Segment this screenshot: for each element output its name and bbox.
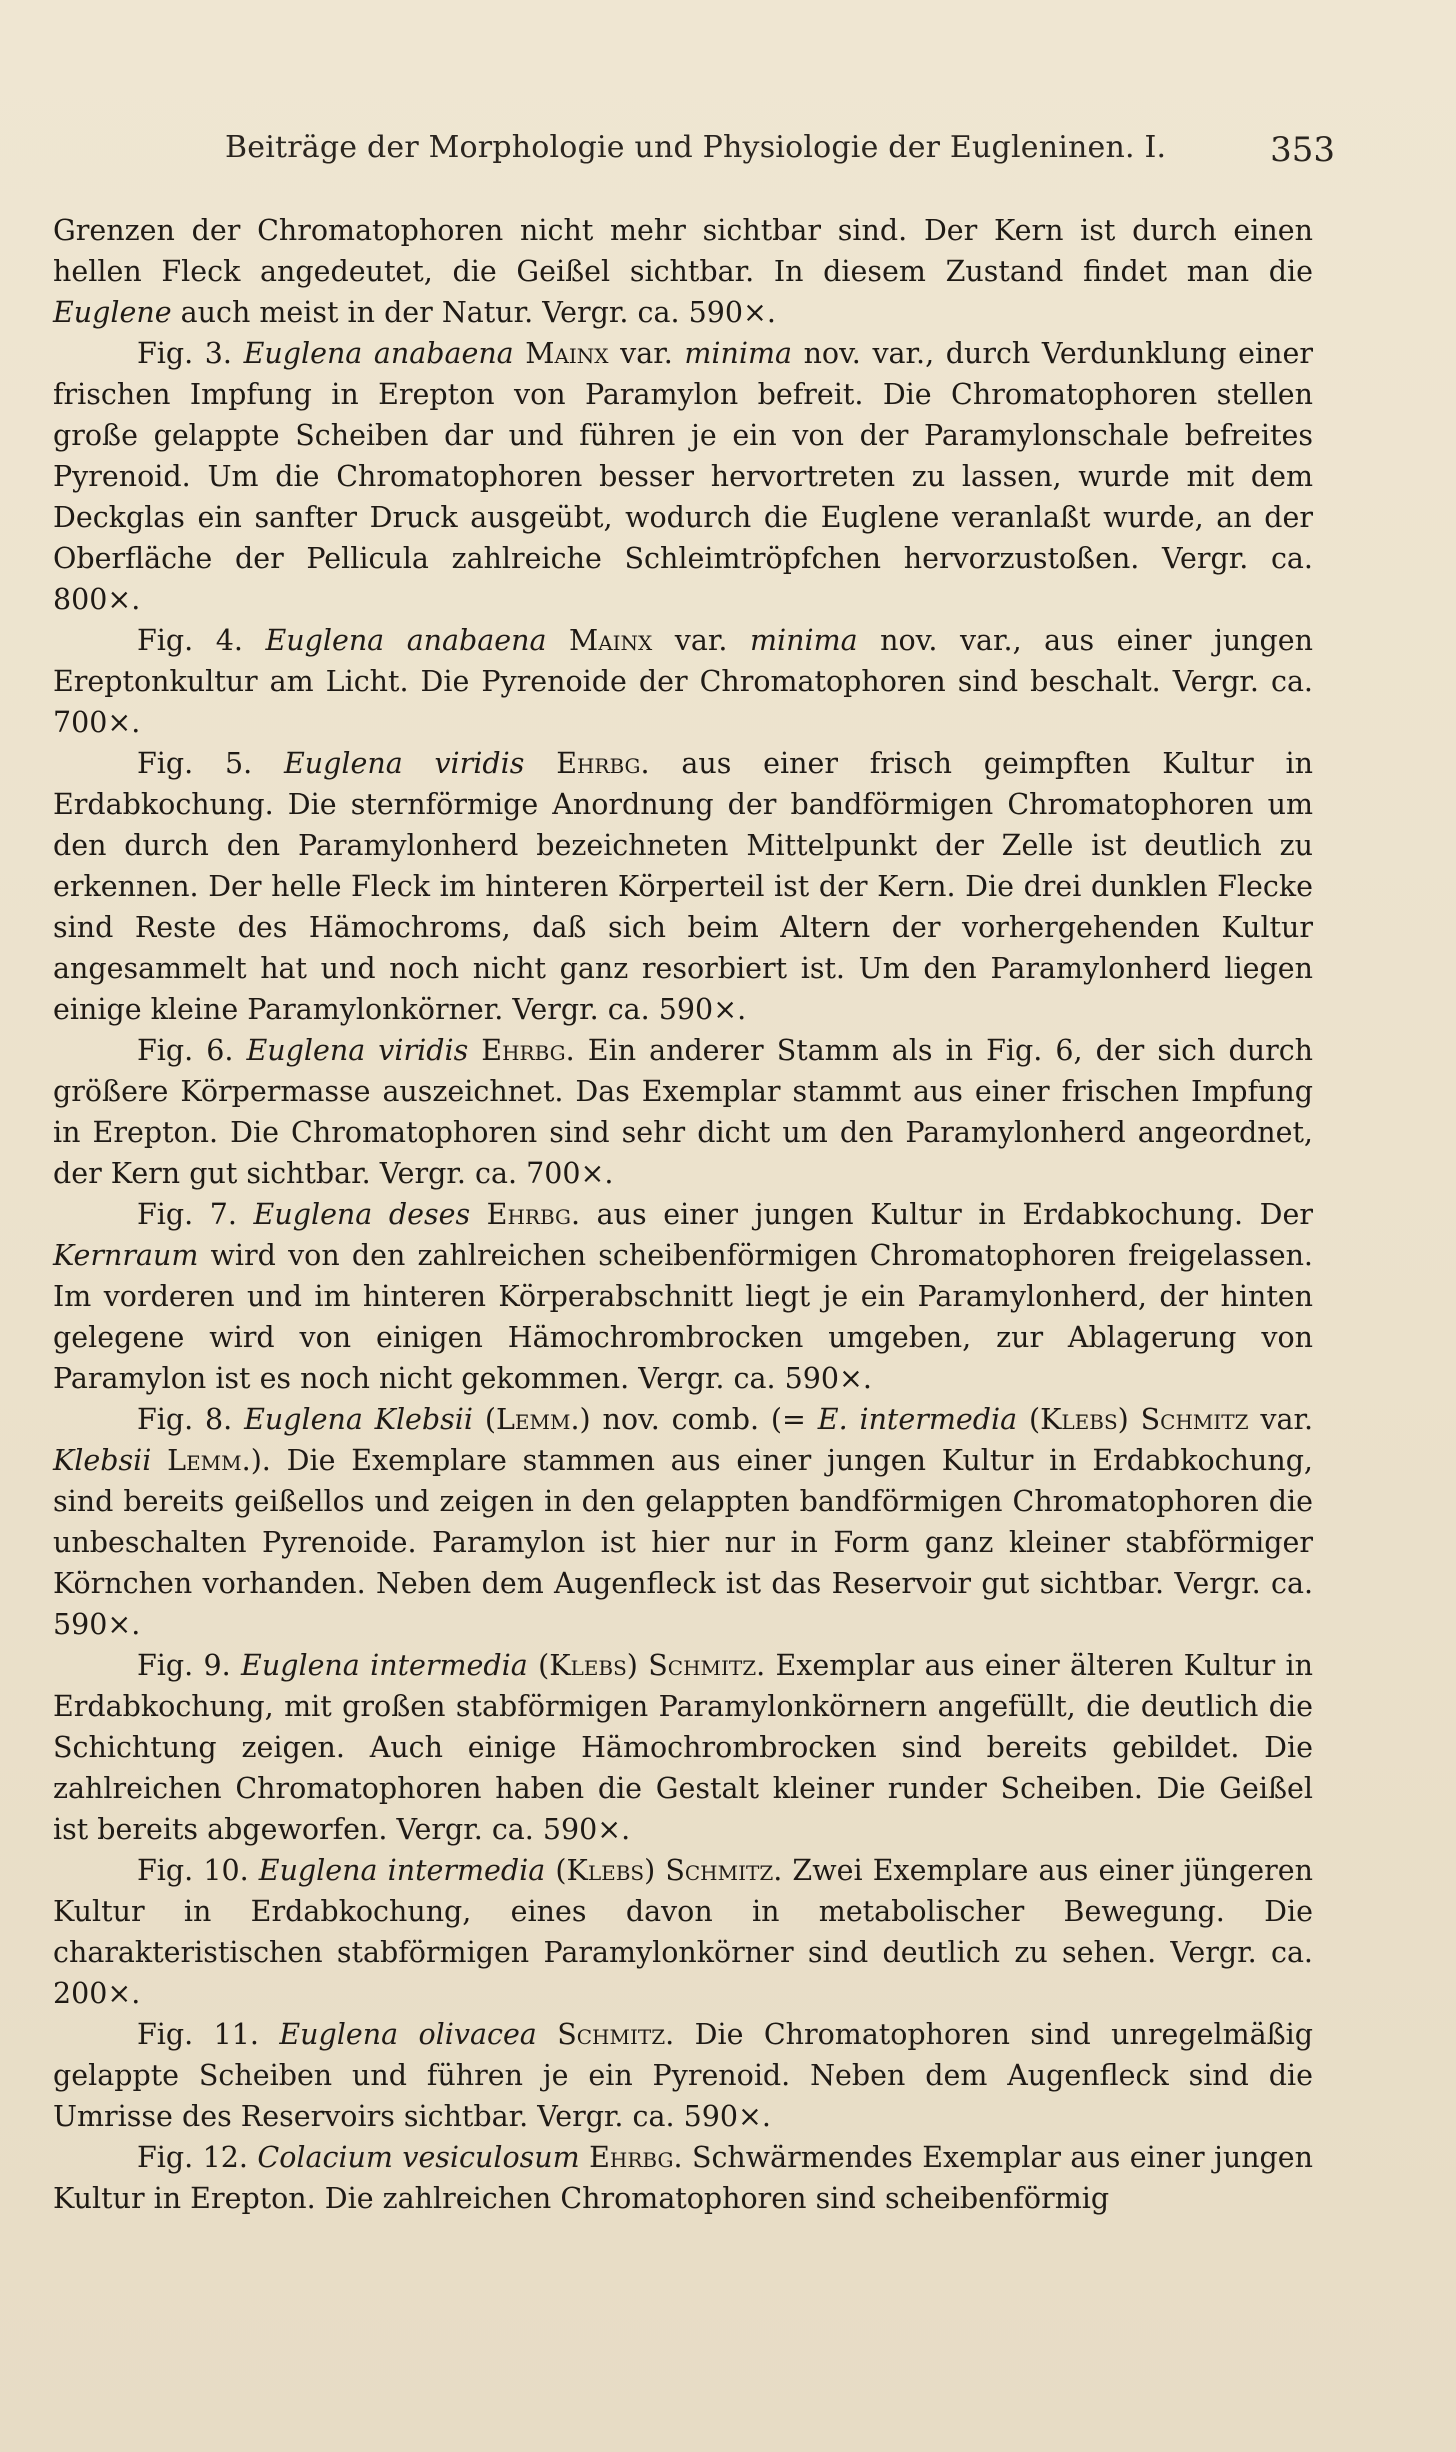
species-name: Colacium vesiculosum bbox=[257, 2141, 580, 2174]
running-header bbox=[225, 130, 1335, 180]
text-run: Exemplar aus einer älteren Kultur in Erdabkochung, mit großen stabförmigen Paramylonkörnern angefüllt, die deutlich die Schichtung zeigen. Auch einige Hämochrombrocken sind bereits gebildet. Die zahlreichen Chromatophoren haben die Gestalt kleiner runder Scheiben. Die Geißel ist bereits abgeworfen. Vergr. ca. bbox=[53, 1649, 1313, 1846]
magnification: 590×. bbox=[53, 1608, 141, 1641]
figure-label: Fig. 3. bbox=[137, 337, 232, 370]
authority: Mainx bbox=[569, 624, 653, 657]
figure-caption-12 bbox=[53, 2137, 1313, 2219]
figure-label: Fig. 7. bbox=[137, 1198, 237, 1231]
figure-caption-7 bbox=[53, 1194, 1313, 1399]
authority: Schmitz. bbox=[665, 1854, 783, 1887]
italic-term: Kernraum bbox=[53, 1239, 199, 1272]
italic-term: Euglene bbox=[53, 296, 172, 329]
magnification: 590×. bbox=[784, 1362, 872, 1395]
paragraph-continuation bbox=[53, 210, 1313, 333]
magnification: 590×. bbox=[688, 296, 776, 329]
magnification: 700×. bbox=[53, 706, 141, 739]
variety-name: Klebsii bbox=[53, 1444, 152, 1477]
variety-name: minima bbox=[684, 337, 792, 370]
text-run: ) bbox=[644, 1854, 666, 1887]
text-run: ( bbox=[1017, 1403, 1041, 1436]
text-run: Schwärmendes Exemplar aus einer jungen Kultur in Erepton. Die zahlreichen Chromatophoren sind scheibenförmig bbox=[53, 2141, 1314, 2215]
text-run: var. bbox=[652, 624, 750, 657]
authority: Ehrbg. bbox=[481, 1034, 575, 1067]
text-run: nov. var., durch Verdunklung einer frischen Impfung in Erepton von Paramylon befreit. Die Chromatophoren stellen große gelappte Scheiben dar und führen je ein von der Paramylonschale befreites Pyrenoid. Um die Chromatophoren besser hervortreten zu lassen, wurde mit dem Deckglas ein sanfter Druck ausgeübt, wodurch die Euglene veranlaßt wurde, an der Oberfläche der Pellicula zahlreiche Schleimtröpfchen hervorzustoßen. Vergr. ca. bbox=[53, 337, 1314, 575]
species-name: E. intermedia bbox=[817, 1403, 1018, 1436]
running-title: Beiträge der Morphologie und Physiologie der Eugleninen. I. bbox=[225, 130, 1167, 165]
figure-caption-6 bbox=[53, 1030, 1313, 1194]
figure-caption-4 bbox=[53, 620, 1313, 743]
authority: Schmitz bbox=[1140, 1403, 1249, 1436]
text-run: Zwei Exemplare aus einer jüngeren Kultur in Erdabkochung, eines davon in metabolischer Bewegung. Die charakteristischen stabförmigen Paramylonkörner sind deutlich zu sehen. Vergr. ca. bbox=[53, 1854, 1314, 1969]
figure-caption-5 bbox=[53, 743, 1313, 1030]
authority: Ehrbg. bbox=[589, 2141, 683, 2174]
text-run: aus einer jungen Kultur in Erdabkochung. Der bbox=[580, 1198, 1313, 1231]
species-name: Euglena viridis bbox=[283, 747, 525, 780]
authority: Lemm. bbox=[496, 1403, 580, 1436]
text-run bbox=[151, 1444, 167, 1477]
figure-label: Fig. 6. bbox=[137, 1034, 234, 1067]
text-run: ) bbox=[1117, 1403, 1141, 1436]
magnification: 590×. bbox=[542, 1813, 631, 1846]
figure-label: Fig. 4. bbox=[137, 624, 243, 657]
figure-caption-8 bbox=[53, 1399, 1313, 1645]
variety-name: minima bbox=[749, 624, 858, 657]
species-name: Euglena intermedia bbox=[241, 1649, 528, 1682]
authority: Ehrbg. bbox=[486, 1198, 581, 1231]
magnification: 800×. bbox=[53, 583, 141, 616]
body-text bbox=[53, 210, 1313, 2219]
text-run: ) bbox=[626, 1649, 649, 1682]
text-run: Die Chromatophoren sind unregelmäßig gelappte Scheiben und führen je ein Pyrenoid. Neben dem Augenfleck sind die Umrisse des Reservoirs sichtbar. Vergr. ca. bbox=[53, 2018, 1314, 2133]
authority: Schmitz. bbox=[557, 2018, 675, 2051]
text-run: auch meist in der Natur. Vergr. ca. bbox=[171, 296, 689, 329]
page-number: 353 bbox=[1270, 130, 1335, 170]
text-run: Ein anderer Stamm als in Fig. 6, der sich durch größere Körpermasse auszeichnet. Das Exemplar stammt aus einer frischen Impfung in Erepton. Die Chromatophoren sind sehr dicht um den Paramylonherd angeordnet, der Kern gut sichtbar. Vergr. ca. bbox=[53, 1034, 1314, 1190]
species-name: Euglena intermedia bbox=[258, 1854, 546, 1887]
text-run: var. bbox=[608, 337, 685, 370]
magnification: 200×. bbox=[53, 1977, 141, 2010]
authority: Lemm. bbox=[167, 1444, 251, 1477]
figure-caption-9 bbox=[53, 1645, 1313, 1850]
text-run: ( bbox=[545, 1854, 567, 1887]
text-run: ( bbox=[473, 1403, 496, 1436]
authority: Klebs bbox=[566, 1854, 645, 1887]
text-run: aus einer frisch geimpften Kultur in Erdabkochung. Die sternförmige Anordnung der bandförmigen Chromatophoren um den durch den Paramylonherd bezeichneten Mittelpunkt der Zelle ist deutlich zu erkennen. Der helle Fleck im hinteren Körperteil ist der Kern. Die drei dunklen Flecke sind Reste des Hämochroms, daß sich beim Altern der vorhergehenden Kultur angesammelt hat und noch nicht ganz resorbiert ist. Um den Paramylonherd liegen einige kleine Paramylonkörner. Vergr. ca. bbox=[53, 747, 1314, 1026]
authority: Schmitz. bbox=[648, 1649, 766, 1682]
figure-label: Fig. 9. bbox=[137, 1649, 231, 1682]
species-name: Euglena anabaena bbox=[265, 624, 547, 657]
text-run: ) nov. comb. (= bbox=[579, 1403, 818, 1436]
species-name: Euglena anabaena bbox=[243, 337, 514, 370]
authority: Ehrbg. bbox=[556, 747, 650, 780]
figure-label: Fig. 8. bbox=[137, 1403, 233, 1436]
authority: Mainx bbox=[525, 337, 609, 370]
figure-caption-3 bbox=[53, 333, 1313, 620]
species-name: Euglena olivacea bbox=[279, 2018, 537, 2051]
text-run: nov. var., aus einer jungen Ereptonkultur am Licht. Die Pyrenoide der Chromatophoren sind beschalt. Vergr. ca. bbox=[53, 624, 1314, 698]
text-run: var. bbox=[1248, 1403, 1314, 1436]
magnification: 700×. bbox=[526, 1157, 614, 1190]
magnification: 590×. bbox=[683, 2100, 771, 2133]
figure-label: Fig. 10. bbox=[137, 1854, 249, 1887]
text-run: ( bbox=[527, 1649, 550, 1682]
text-run: wird von den zahlreichen scheibenförmigen Chromatophoren freigelassen. Im vorderen und im hinteren Körperabschnitt liegt je ein Paramylonherd, der hinten gelegene wird von einigen Hämochrombrocken umgeben, zur Ablagerung von Paramylon ist es noch nicht gekommen. Vergr. ca. bbox=[53, 1239, 1313, 1395]
authority: Klebs bbox=[1040, 1403, 1118, 1436]
species-name: Euglena deses bbox=[253, 1198, 471, 1231]
species-name: Euglena Klebsii bbox=[244, 1403, 474, 1436]
figure-caption-10 bbox=[53, 1850, 1313, 2014]
authority: Klebs bbox=[549, 1649, 627, 1682]
figure-label: Fig. 11. bbox=[137, 2018, 259, 2051]
figure-label: Fig. 12. bbox=[137, 2141, 248, 2174]
figure-caption-11 bbox=[53, 2014, 1313, 2137]
figure-label: Fig. 5. bbox=[137, 747, 253, 780]
text-run: Grenzen der Chromatophoren nicht mehr sichtbar sind. Der Kern ist durch einen hellen Fleck angedeutet, die Geißel sichtbar. In diesem Zustand findet man die bbox=[53, 214, 1313, 288]
text-run: ). Die Exemplare stammen aus einer jungen Kultur in Erdabkochung, sind bereits geißellos und zeigen in den gelappten bandförmigen Chromatophoren die unbeschalten Pyrenoide. Paramylon ist hier nur in Form ganz kleiner stabförmiger Körnchen vorhanden. Neben dem Augenfleck ist das Reservoir gut sichtbar. Vergr. ca. bbox=[53, 1444, 1313, 1600]
magnification: 590×. bbox=[658, 993, 747, 1026]
species-name: Euglena viridis bbox=[246, 1034, 469, 1067]
